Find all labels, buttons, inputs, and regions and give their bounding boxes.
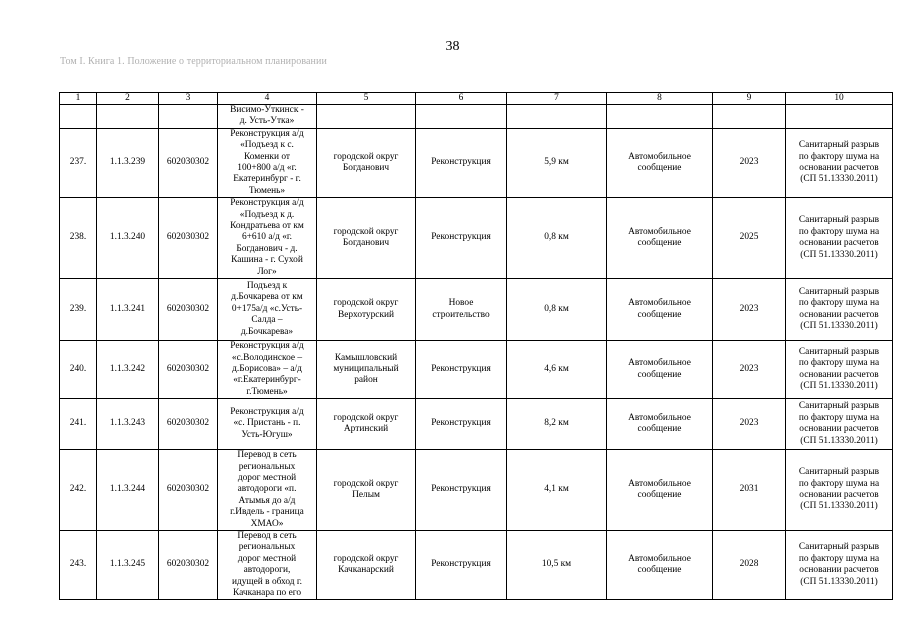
- cell-class: 602030302: [159, 128, 218, 197]
- table-row: [60, 399, 893, 450]
- cell-code: 1.1.3.241: [97, 279, 159, 341]
- table-row: [60, 198, 893, 279]
- column-header-8: 8: [607, 93, 713, 105]
- cell-purpose: Автомобильное сообщение: [607, 279, 713, 341]
- cell-location: городской округ Верхотурский: [317, 279, 416, 341]
- cell-location: Камышловский муниципальный район: [317, 341, 416, 399]
- cell-year: 2023: [713, 399, 786, 450]
- cell-type: [416, 105, 507, 129]
- column-header-4: 4: [218, 93, 317, 105]
- cell-location: [317, 105, 416, 129]
- cell-class: 602030302: [159, 279, 218, 341]
- cell-name: Висимо-Уткинск - д. Усть-Утка»: [218, 105, 317, 129]
- cell-location: городской округ Богданович: [317, 198, 416, 279]
- column-header-9: 9: [713, 93, 786, 105]
- cell-location: городской округ Качканарский: [317, 530, 416, 599]
- cell-year: 2025: [713, 198, 786, 279]
- column-header-5: 5: [317, 93, 416, 105]
- cell-location: городской округ Артинский: [317, 399, 416, 450]
- cell-length: 4,1 км: [507, 450, 607, 531]
- registry-table: [59, 92, 893, 600]
- cell-purpose: Автомобильное сообщение: [607, 399, 713, 450]
- cell-class: [159, 105, 218, 129]
- cell-type: Реконструкция: [416, 399, 507, 450]
- cell-year: 2023: [713, 128, 786, 197]
- table-header: [60, 93, 893, 105]
- cell-purpose: Автомобильное сообщение: [607, 198, 713, 279]
- cell-type: Новое строительство: [416, 279, 507, 341]
- cell-num: 242.: [60, 450, 97, 531]
- cell-name: Перевод в сеть региональных дорог местной автодороги «п. Атымья до а/д г.Ивдель - граница ХМАО»: [218, 450, 317, 531]
- cell-num: [60, 105, 97, 129]
- cell-code: [97, 105, 159, 129]
- cell-purpose: Автомобильное сообщение: [607, 450, 713, 531]
- cell-year: 2023: [713, 341, 786, 399]
- column-header-10: 10: [786, 93, 893, 105]
- cell-zone: Санитарный разрыв по фактору шума на основании расчетов (СП 51.13330.2011): [786, 530, 893, 599]
- cell-zone: Санитарный разрыв по фактору шума на основании расчетов (СП 51.13330.2011): [786, 450, 893, 531]
- cell-code: 1.1.3.239: [97, 128, 159, 197]
- cell-class: 602030302: [159, 450, 218, 531]
- cell-code: 1.1.3.245: [97, 530, 159, 599]
- cell-location: городской округ Богданович: [317, 128, 416, 197]
- column-header-2: 2: [97, 93, 159, 105]
- cell-code: 1.1.3.244: [97, 450, 159, 531]
- cell-length: 0,8 км: [507, 198, 607, 279]
- cell-num: 239.: [60, 279, 97, 341]
- table-row: [60, 450, 893, 531]
- cell-length: 4,6 км: [507, 341, 607, 399]
- cell-length: 0,8 км: [507, 279, 607, 341]
- cell-zone: Санитарный разрыв по фактору шума на основании расчетов (СП 51.13330.2011): [786, 341, 893, 399]
- cell-purpose: Автомобильное сообщение: [607, 341, 713, 399]
- cell-year: 2031: [713, 450, 786, 531]
- cell-code: 1.1.3.240: [97, 198, 159, 279]
- cell-code: 1.1.3.243: [97, 399, 159, 450]
- cell-length: [507, 105, 607, 129]
- cell-code: 1.1.3.242: [97, 341, 159, 399]
- cell-name: Реконструкция а/д «с.Володинское – д.Борисова» – а/д «г.Екатеринбург- г.Тюмень»: [218, 341, 317, 399]
- cell-type: Реконструкция: [416, 341, 507, 399]
- cell-purpose: [607, 105, 713, 129]
- cell-class: 602030302: [159, 341, 218, 399]
- cell-name: Перевод в сеть региональных дорог местной автодороги, идущей в обход г. Качканара по его: [218, 530, 317, 599]
- table-row: [60, 279, 893, 341]
- cell-length: 8,2 км: [507, 399, 607, 450]
- column-header-6: 6: [416, 93, 507, 105]
- cell-length: 5,9 км: [507, 128, 607, 197]
- table-row: [60, 530, 893, 599]
- cell-name: Подъезд к д.Бочкарева от км 0+175а/д «с.Усть- Салда – д.Бочкарева»: [218, 279, 317, 341]
- running-head: Том I. Книга 1. Положение о территориальном планировании: [60, 56, 327, 67]
- cell-year: [713, 105, 786, 129]
- cell-type: Реконструкция: [416, 530, 507, 599]
- cell-name: Реконструкция а/д «Подъезд к д. Кондратьева от км 6+610 а/д «г. Богданович - д. Кашина - г. Сухой Лог»: [218, 198, 317, 279]
- table-body: [60, 105, 893, 600]
- cell-class: 602030302: [159, 198, 218, 279]
- cell-location: городской округ Пелым: [317, 450, 416, 531]
- cell-name: Реконструкция а/д «с. Пристань - п. Усть-Югуш»: [218, 399, 317, 450]
- cell-type: Реконструкция: [416, 450, 507, 531]
- cell-zone: Санитарный разрыв по фактору шума на основании расчетов (СП 51.13330.2011): [786, 198, 893, 279]
- cell-num: 238.: [60, 198, 97, 279]
- cell-zone: Санитарный разрыв по фактору шума на основании расчетов (СП 51.13330.2011): [786, 128, 893, 197]
- cell-year: 2028: [713, 530, 786, 599]
- cell-type: Реконструкция: [416, 198, 507, 279]
- cell-zone: Санитарный разрыв по фактору шума на основании расчетов (СП 51.13330.2011): [786, 279, 893, 341]
- header-row: [60, 93, 893, 105]
- cell-class: 602030302: [159, 530, 218, 599]
- cell-num: 243.: [60, 530, 97, 599]
- page-number: 38: [445, 39, 460, 54]
- table-row: [60, 128, 893, 197]
- cell-num: 240.: [60, 341, 97, 399]
- cell-purpose: Автомобильное сообщение: [607, 530, 713, 599]
- column-header-3: 3: [159, 93, 218, 105]
- cell-zone: [786, 105, 893, 129]
- column-header-7: 7: [507, 93, 607, 105]
- cell-class: 602030302: [159, 399, 218, 450]
- table-row: [60, 341, 893, 399]
- cell-zone: Санитарный разрыв по фактору шума на основании расчетов (СП 51.13330.2011): [786, 399, 893, 450]
- cell-num: 241.: [60, 399, 97, 450]
- cell-year: 2023: [713, 279, 786, 341]
- column-header-1: 1: [60, 93, 97, 105]
- cell-num: 237.: [60, 128, 97, 197]
- continuation-row: [60, 105, 893, 129]
- cell-length: 10,5 км: [507, 530, 607, 599]
- cell-name: Реконструкция а/д «Подъезд к с. Коменки от 100+800 а/д «г. Екатеринбург - г. Тюмень»: [218, 128, 317, 197]
- cell-type: Реконструкция: [416, 128, 507, 197]
- cell-purpose: Автомобильное сообщение: [607, 128, 713, 197]
